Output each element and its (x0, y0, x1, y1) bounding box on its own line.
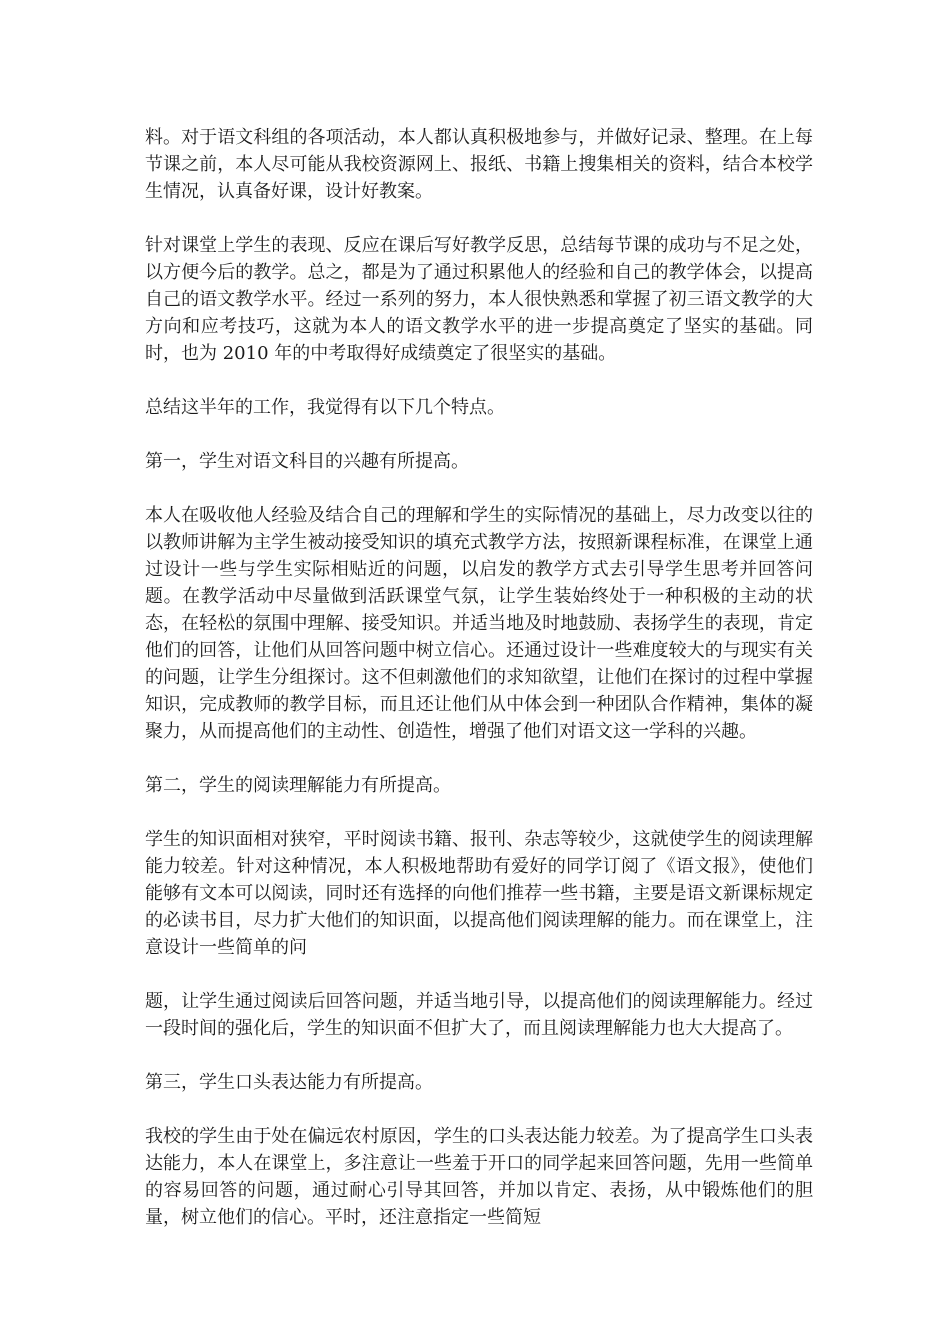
paragraph-3: 总结这半年的工作，我觉得有以下几个特点。 (145, 397, 505, 418)
section-heading-3: 第三，学生口头表达能力有所提高。 (145, 1072, 433, 1093)
section-heading-1: 第一，学生对语文科目的兴趣有所提高。 (145, 451, 469, 472)
section-heading-2: 第二，学生的阅读理解能力有所提高。 (145, 775, 451, 796)
paragraph-2: 针对课堂上学生的表现、反应在课后写好教学反思，总结每节课的成功与不足之处，以方便今后的教学。总之，都是为了通过积累他人的经验和自己的教学体会，以提高自己的语文教学水平。经过一系列的努力，本人很快熟悉和掌握了初三语文教学的大方向和应考技巧，这就为本人的语文教学水平的进一步提高奠定了坚实的基础。同时，也为 2010 年的中考取得好成绩奠定了很坚实的基础。 (145, 235, 813, 364)
paragraph-6: 题，让学生通过阅读后回答问题，并适当地引导，以提高他们的阅读理解能力。经过一段时间的强化后，学生的知识面不但扩大了，而且阅读理解能力也大大提高了。 (145, 991, 813, 1039)
paragraph-5: 学生的知识面相对狭窄，平时阅读书籍、报刊、杂志等较少，这就使学生的阅读理解能力较差。针对这种情况，本人积极地帮助有爱好的同学订阅了《语文报》，使他们能够有文本可以阅读，同时还有选择的向他们推荐一些书籍，主要是语文新课标规定的必读书目，尽力扩大他们的知识面，以提高他们阅读理解的能力。而在课堂上，注意设计一些简单的问 (145, 829, 813, 958)
paragraph-7: 我校的学生由于处在偏远农村原因，学生的口头表达能力较差。为了提高学生口头表达能力，本人在课堂上，多注意让一些羞于开口的同学起来回答问题，先用一些简单的容易回答的问题，通过耐心引导其回答，并加以肯定、表扬，从中锻炼他们的胆量，树立他们的信心。平时，还注意指定一些简短 (145, 1126, 813, 1228)
paragraph-1: 料。对于语文科组的各项活动，本人都认真积极地参与，并做好记录、整理。在上每节课之前，本人尽可能从我校资源网上、报纸、书籍上搜集相关的资料，结合本校学生情况，认真备好课，设计好教案。 (145, 127, 813, 202)
paragraph-4: 本人在吸收他人经验及结合自己的理解和学生的实际情况的基础上，尽力改变以往的以教师讲解为主学生被动接受知识的填充式教学方法，按照新课程标准，在课堂上通过设计一些与学生实际相贴近的问题，以启发的教学方式去引导学生思考并回答问题。在教学活动中尽量做到活跃课堂气氛，让学生装始终处于一种积极的主动的状态，在轻松的氛围中理解、接受知识。并适当地及时地鼓励、表扬学生的表现，肯定他们的回答，让他们从回答问题中树立信心。还通过设计一些难度较大的与现实有关的问题，让学生分组探讨。这不但刺激他们的求知欲望，让他们在探讨的过程中掌握知识，完成教师的教学目标，而且还让他们从中体会到一种团队合作精神，集体的凝聚力，从而提高他们的主动性、创造性，增强了他们对语文这一学科的兴趣。 (145, 505, 813, 742)
document-body (145, 124, 813, 1231)
